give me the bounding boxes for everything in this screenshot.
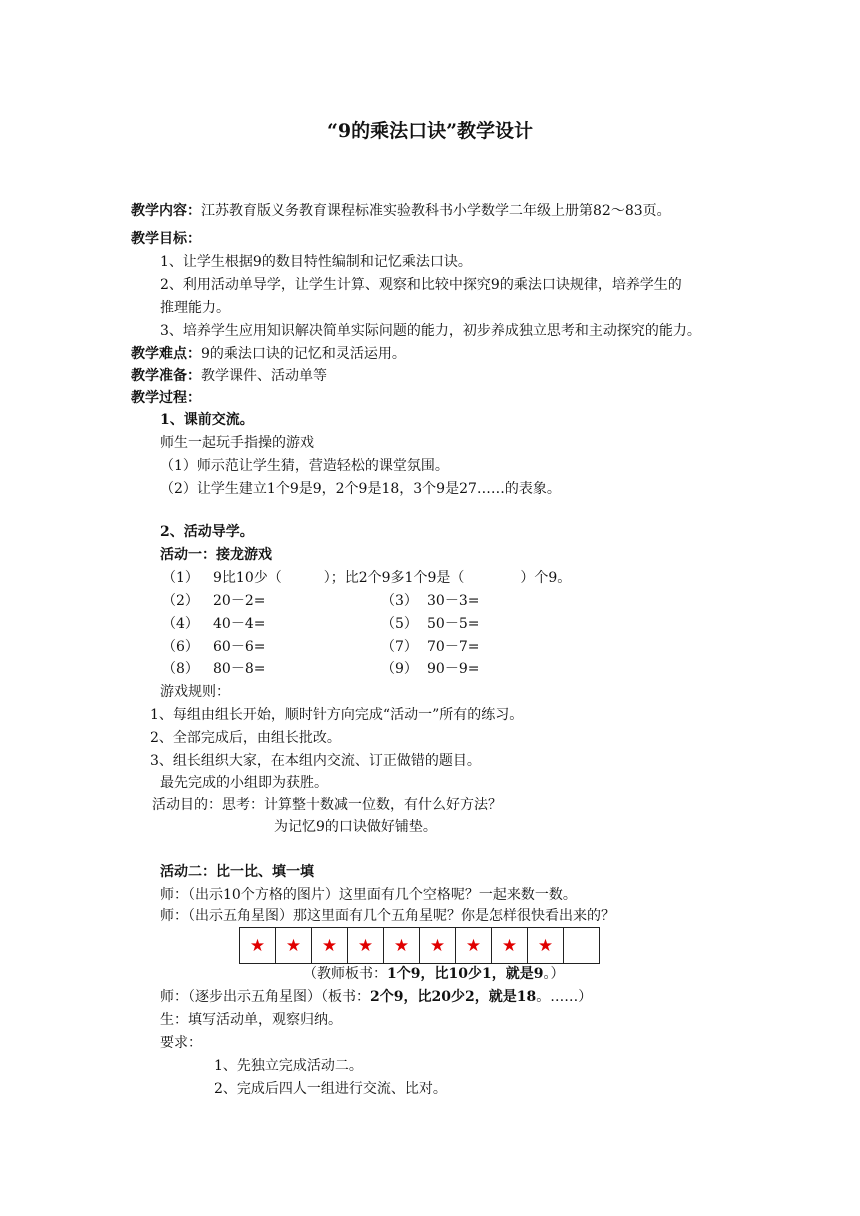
prep-label: 教学准备： [131, 368, 201, 384]
game-rule: 3、组长组织大家，在本组内交流、订正做错的题目。 [150, 753, 481, 769]
goal-item-continuation: 推理能力。 [160, 300, 230, 316]
star-icon: ★ [240, 928, 276, 964]
line3-pre: 师：（逐步出示五角星图）（板书： [160, 989, 370, 1005]
exercise-number: （8） [162, 661, 199, 677]
exercise-number: （1） [162, 570, 199, 586]
difficulty-text: 9的乘法口诀的记忆和灵活运用。 [201, 346, 406, 362]
board-open: （教师板书： [303, 966, 387, 982]
exercise-expression: 80－8= [213, 661, 266, 677]
exercise-number: （4） [162, 616, 199, 632]
content-text: 江苏教育版义务教育课程标准实验教科书小学数学二年级上册第82～83页。 [201, 203, 671, 219]
activity-2-line: 生：填写活动单，观察归纳。 [160, 1012, 342, 1028]
star-icon: ★ [348, 928, 384, 964]
exercise-expression: 20－2= [213, 593, 266, 609]
exercise-expression: 90－9= [427, 661, 480, 677]
star-icon: ★ [420, 928, 456, 964]
section-2-heading: 2、活动导学。 [160, 524, 254, 540]
game-rules-label: 游戏规则： [160, 684, 230, 700]
winner-note: 最先完成的小组即为获胜。 [160, 775, 328, 791]
section-1-line: （1）师示范让学生猜，营造轻松的课堂氛围。 [160, 458, 449, 474]
exercise-number: （2） [162, 593, 199, 609]
goal-item: 1、让学生根据9的数目特性编制和记忆乘法口诀。 [160, 254, 472, 270]
goal-item: 3、培养学生应用知识解决简单实际问题的能力，初步养成独立思考和主动探究的能力。 [160, 323, 701, 339]
exercise-expression: 50－5= [427, 616, 480, 632]
document-title: “9的乘法口诀”教学设计 [326, 120, 534, 142]
star-grid [239, 927, 600, 964]
star-icon: ★ [456, 928, 492, 964]
activity-2-line: 师：（出示五角星图）那这里面有几个五角星呢？你是怎样很快看出来的？ [160, 908, 615, 924]
board-bold: 1个9，比10少1，就是9 [387, 966, 544, 982]
exercise-expression: 40－4= [213, 616, 266, 632]
goal-item: 2、利用活动单导学，让学生计算、观察和比较中探究9的乘法口诀规律，培养学生的 [160, 277, 682, 293]
star-icon: ★ [276, 928, 312, 964]
game-rule: 2、全部完成后，由组长批改。 [150, 730, 341, 746]
activity-purpose: 活动目的：思考：计算整十数减一位数，有什么好方法？ [152, 797, 502, 813]
star-icon: ★ [528, 928, 564, 964]
process-label: 教学过程： [131, 390, 201, 406]
requirement-item: 1、先独立完成活动二。 [214, 1058, 363, 1074]
prep-text: 教学课件、活动单等 [201, 368, 327, 384]
requirements-label: 要求： [160, 1035, 202, 1051]
activity-2-line: 师：（出示10个方格的图片）这里面有几个空格呢？一起来数一数。 [160, 887, 577, 903]
star-icon: ★ [312, 928, 348, 964]
activity-2-heading: 活动二：比一比、填一填 [160, 864, 314, 880]
exercise-expression: 60－6= [213, 639, 266, 655]
line3-post: 。……） [536, 989, 593, 1005]
difficulty-label: 教学难点： [131, 346, 201, 362]
content-label: 教学内容： [131, 203, 201, 219]
activity-2-line [160, 987, 592, 1007]
empty-grid-cell [564, 928, 600, 964]
goals-label: 教学目标： [131, 231, 201, 247]
exercise-number: （3） [381, 593, 418, 609]
requirement-item: 2、完成后四人一组进行交流、比对。 [214, 1081, 447, 1097]
exercise-number: （6） [162, 639, 199, 655]
exercise-question: 9比10少（ ）；比2个9多1个9是（ ）个9。 [213, 570, 572, 586]
star-icon: ★ [492, 928, 528, 964]
teaching-content [131, 201, 671, 221]
exercise-number: （9） [381, 661, 418, 677]
line3-bold: 2个9，比20少2，就是18 [370, 989, 537, 1005]
section-1-heading: 1、课前交流。 [160, 412, 254, 428]
exercise-expression: 70－7= [427, 639, 480, 655]
teaching-difficulty [131, 344, 406, 364]
star-icon: ★ [384, 928, 420, 964]
activity-1-heading: 活动一：接龙游戏 [160, 547, 272, 563]
exercise-number: （5） [381, 616, 418, 632]
teaching-prep [131, 366, 327, 386]
section-1-line: （2）让学生建立1个9是9，2个9是18，3个9是27……的表象。 [160, 481, 561, 497]
exercise-number: （7） [381, 639, 418, 655]
teacher-board-note [303, 964, 564, 984]
section-1-line: 师生一起玩手指操的游戏 [160, 435, 314, 451]
exercise-expression: 30－3= [427, 593, 480, 609]
game-rule: 1、每组由组长开始，顺时针方向完成“活动一”所有的练习。 [150, 707, 524, 723]
activity-purpose-continuation: 为记忆9的口诀做好铺垫。 [274, 819, 437, 835]
board-close: 。） [543, 966, 565, 982]
